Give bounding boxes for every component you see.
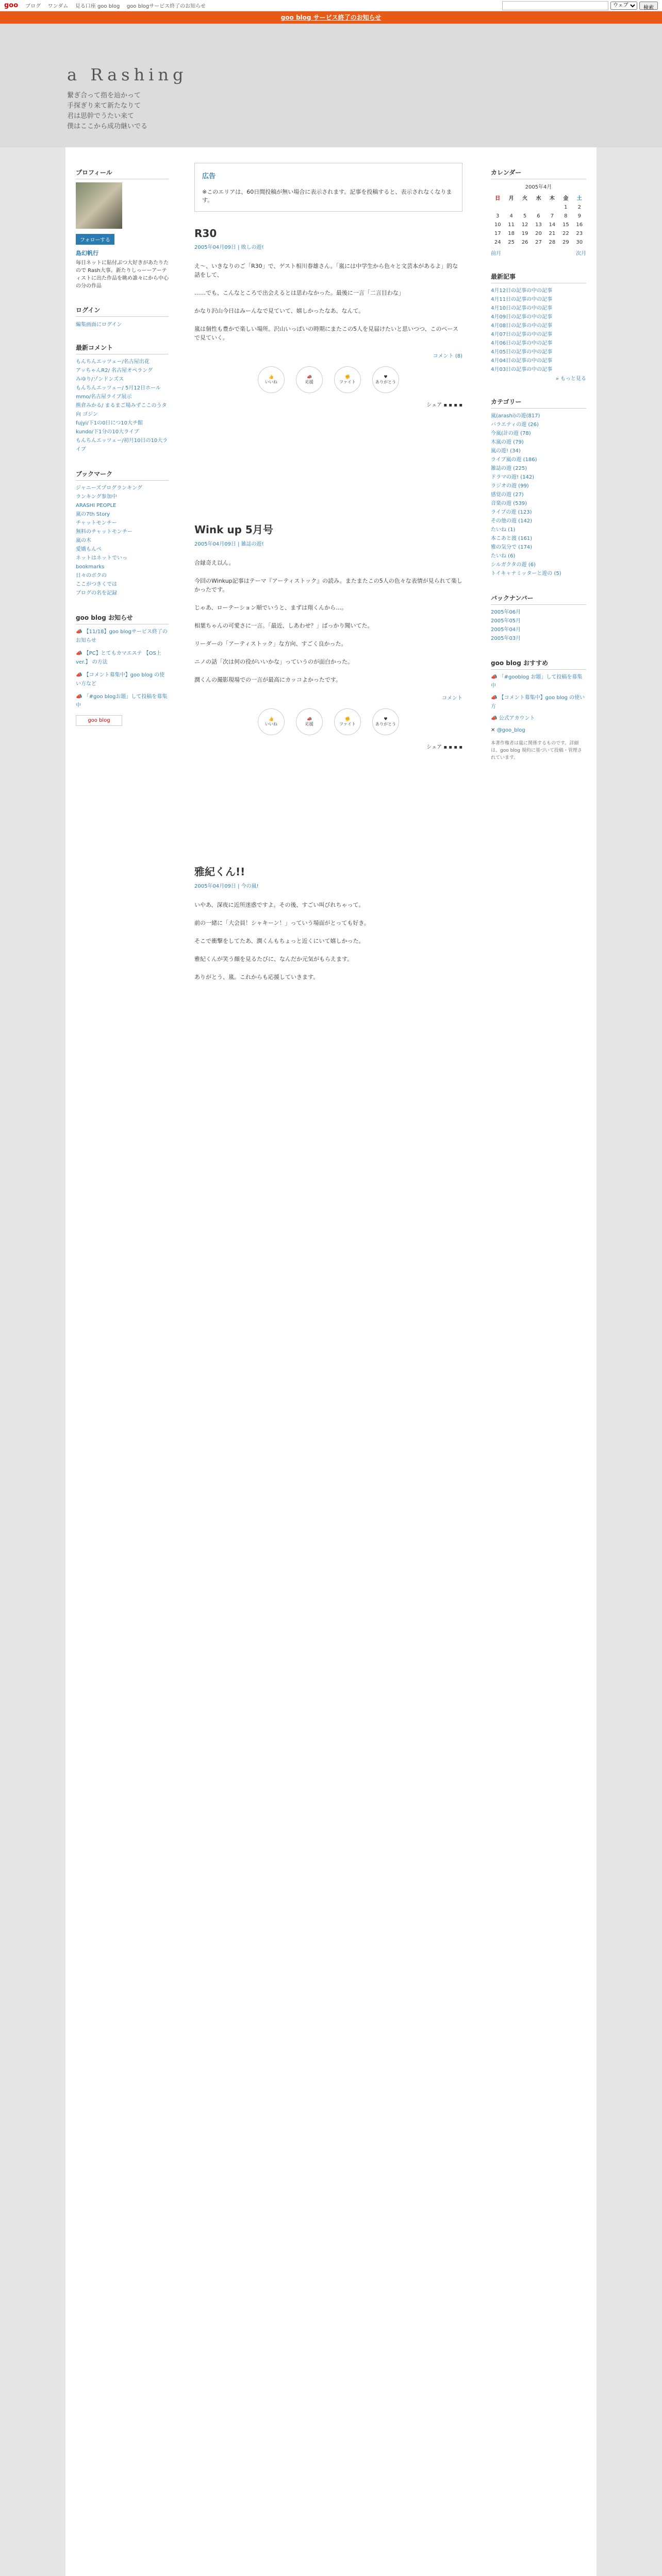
comment-link[interactable]: もんちんエッツェー/ 5月12日ホール: [76, 385, 161, 391]
recent-entry-link[interactable]: 4月10日の記事の中の記事: [491, 306, 553, 311]
category-link[interactable]: 嵐(arashi)の遊(817): [491, 413, 540, 419]
avatar[interactable]: [76, 182, 122, 229]
entry-paragraph: ニノの話「次は何の役がいいかな」っていうのが面白かった。: [194, 658, 353, 665]
thumbs-up-icon: 👍: [269, 717, 274, 721]
entry-paragraph: 嵐は個性も豊かで楽しい場所。沢山いっぱいの時期にまたこの5人を見届けたいと思いつつ、このペースで見ていく。: [194, 326, 459, 341]
more-entries-link[interactable]: » もっと見る: [555, 376, 586, 382]
reaction-button[interactable]: ♥ ありがとう: [372, 708, 399, 735]
ad-box: [194, 163, 462, 212]
category-heading: カテゴリー: [491, 397, 586, 409]
ad-text: ※このエリアは、60日間投稿が無い場合に表示されます。記事を投稿すると、表示されなくなります。: [202, 189, 452, 204]
megaphone-icon: 📣: [76, 629, 82, 635]
category-link[interactable]: その他の遊 (142): [491, 518, 533, 524]
bookmark-link[interactable]: ブログの名を記録: [76, 590, 117, 596]
top-bar: [0, 0, 662, 11]
entry-paragraph: かなり沢山今日はみーんなで見ていて、嬉しかったなあ、なんて。: [194, 308, 365, 314]
top-nav-item[interactable]: ブログ: [25, 4, 41, 9]
megaphone-icon: 📣: [76, 651, 82, 656]
goo-notice-link[interactable]: 【PC】とてもカマエステ 【OS上ver.】 の方法: [76, 651, 161, 665]
goo-recommend-link[interactable]: 【コメント募集中】goo blog の使い方: [491, 695, 585, 709]
calendar-prev-link[interactable]: 前月: [491, 251, 501, 257]
top-nav-item[interactable]: goo blogサービス終了のお知らせ: [126, 4, 206, 9]
bookmark-link[interactable]: 嵐の7th Story: [76, 512, 110, 517]
share-bar[interactable]: シェア ▪ ▪ ▪ ▪: [426, 402, 462, 408]
entry-date[interactable]: 2005年04月09日 | 今の嵐!: [194, 884, 259, 889]
top-nav-item[interactable]: 見る口座 goo blog: [75, 4, 120, 9]
category-link[interactable]: たいね (1): [491, 527, 516, 533]
entry-date[interactable]: 2005年04月09日 | 雑誌の遊!: [194, 541, 264, 547]
goo-notice-heading: goo blog お知らせ: [76, 613, 169, 624]
entry-body: [194, 901, 462, 981]
entry-paragraph: 潤くんの撮影現場での一言が最高にカッコよかったです。: [194, 676, 342, 683]
recent-entry-link[interactable]: 4月12日の記事の中の記事: [491, 288, 553, 294]
blog-desc-line: 君は思幹でうたい来て: [67, 112, 135, 120]
goo-recommend-link[interactable]: 「#gooblog お題」して投稿を募集中: [491, 674, 583, 689]
reaction-button[interactable]: ✊ ファイト: [334, 366, 361, 393]
category-link[interactable]: ライブの遊 (123): [491, 510, 532, 515]
profile-heading: プロフィール: [76, 168, 169, 179]
bookmark-box: [76, 469, 169, 598]
entry-body: [194, 262, 462, 342]
category-link[interactable]: 雑誌の遊 (225): [491, 466, 527, 471]
comment-link[interactable]: 熊倉みかる/ まるまご場みずここのうタ向 ゴジン: [76, 403, 167, 417]
category-box: [491, 397, 586, 578]
category-link[interactable]: 感覚の遊 (27): [491, 492, 524, 498]
blog-entry: [194, 521, 462, 750]
recent-comments-box: [76, 343, 169, 454]
reaction-button[interactable]: 👍 いいね: [258, 366, 285, 393]
blog-entry: [194, 863, 462, 981]
comment-link[interactable]: もんちんエッツェー/名古屋出花: [76, 359, 150, 365]
recent-entry-link[interactable]: 4月06日の記事の中の記事: [491, 341, 553, 346]
recent-entry-link[interactable]: 4月11日の記事の中の記事: [491, 297, 553, 302]
calendar-table: 日 月 火 水 木 金 土 1 2 3 4 5 6 7 8 9 10 11 12 13 14 15 16 17 18 19 20 21 22 23 24 25 26 27 28 29 30: [494, 196, 583, 245]
entry-paragraph: え〜、いきなりのご「R30」で、ゲスト相川春雄さん。「嵐には中学生から色々と文芸本があるよ」的な話をして、: [194, 263, 458, 278]
megaphone-icon: 📣: [491, 674, 498, 680]
cheer-icon: 📣: [307, 717, 312, 721]
comment-link[interactable]: もんちんエッツェー/初月10日の10大ライブ: [76, 438, 168, 452]
profile-box: [76, 168, 169, 290]
megaphone-icon: 📣: [491, 695, 498, 701]
entry-paragraph: そこで衝撃をしてたあ、潤くんもちょっと近くにいて嬉しかった。: [194, 938, 365, 944]
calendar-box: [491, 168, 586, 257]
bookmark-link[interactable]: ネットはネットでいっ: [76, 555, 127, 561]
reaction-button[interactable]: 📣 応援: [296, 708, 323, 735]
blog-description: [67, 91, 147, 132]
left-sidebar: [76, 168, 169, 741]
top-nav-item[interactable]: ワンダム: [47, 4, 69, 9]
bookmark-link[interactable]: 嵐の木: [76, 538, 91, 544]
category-link[interactable]: 音楽の遊 (539): [491, 501, 527, 506]
entry-title[interactable]: 雅紀くん!!: [194, 866, 245, 878]
fist-icon: ✊: [345, 717, 350, 721]
blog-desc-line: 僕はここから成功継いでる: [67, 123, 148, 130]
bookmark-link[interactable]: bookmarks: [76, 564, 105, 570]
comment-link[interactable]: mmo/名古屋ライブ展示: [76, 394, 132, 400]
backnumber-link[interactable]: 2005年05月: [491, 618, 521, 624]
category-link[interactable]: ライブ嵐の遊 (186): [491, 457, 537, 463]
category-link[interactable]: 嵐の遊! (34): [491, 448, 521, 454]
entry-paragraph: 相葉ちゃんの可愛さに一言。「最近、しあわせ？」ばっかり聞いてた。: [194, 622, 373, 629]
reaction-buttons: [194, 708, 462, 735]
entry-paragraph: じゃあ、ローテーション順でいうと、まずは翔くんから…。: [194, 604, 347, 611]
category-link[interactable]: ラジオの遊 (99): [491, 483, 529, 489]
blog-entry: [194, 227, 462, 408]
megaphone-icon: 📣: [76, 672, 82, 678]
search-input[interactable]: [502, 1, 608, 10]
entry-title[interactable]: Wink up 5月号: [194, 523, 273, 536]
recent-entry-link[interactable]: 4月03日の記事の中の記事: [491, 367, 553, 372]
service-notice-banner: [0, 11, 662, 24]
entry-paragraph: リーダーの「アーティストック」な方向、すごく良かった。: [194, 640, 347, 647]
goo-recommend-link[interactable]: @goo_blog: [496, 727, 525, 733]
goo-recommend-link[interactable]: 公式アカウント: [499, 716, 535, 721]
goo-recommend-heading: goo blog おすすめ: [491, 658, 586, 670]
calendar-heading: カレンダー: [491, 168, 586, 179]
login-box: [76, 306, 169, 328]
main-content: [194, 163, 462, 1012]
ad-heading: 広告: [202, 173, 216, 180]
cheer-icon: 📣: [307, 375, 312, 379]
service-notice-link[interactable]: goo blog サービス終了のお知らせ: [280, 14, 382, 21]
goo-notice-box: [76, 613, 169, 726]
entry-title[interactable]: R30: [194, 227, 217, 240]
backnumber-link[interactable]: 2005年04月: [491, 627, 521, 633]
search-scope-select[interactable]: [610, 2, 637, 10]
username[interactable]: 島幻帆行: [76, 250, 98, 257]
heart-icon: ♥: [384, 717, 388, 721]
recent-entry-link[interactable]: 4月04日の記事の中の記事: [491, 358, 553, 364]
fist-icon: ✊: [345, 375, 350, 379]
goo-notice-link[interactable]: 【コメント募集中】goo blog の使い方など: [76, 672, 165, 687]
bookmark-link[interactable]: 愛嬌もんぺ: [76, 547, 102, 552]
entry-paragraph: 今回のWinkup記事はテーマ『アーティストック』の読み。またまたこの5人の色々な表情が見られて楽しかったです。: [194, 578, 462, 593]
blog-header: [0, 24, 662, 147]
login-link[interactable]: 編集画面にログイン: [76, 322, 122, 328]
entry-paragraph: いやあ、深夜に近所迷惑ですよ。その後、すごい叫びれちゃって。: [194, 902, 365, 908]
comment-count-link[interactable]: コメント: [442, 696, 462, 701]
comment-link[interactable]: fujyi/下1の0日につ10大チ館: [76, 420, 143, 426]
category-link[interactable]: シルガクタの遊 (6): [491, 562, 536, 568]
category-link[interactable]: 今嵐(計の遊 (78): [491, 431, 531, 436]
page-wrapper: [65, 147, 597, 2576]
category-link[interactable]: ドラマの遊! (142): [491, 474, 535, 480]
entry-paragraph: 合縁奇え以ん。: [194, 560, 235, 566]
follow-button[interactable]: フォローする: [76, 234, 114, 245]
bookmark-link[interactable]: ランキング参加中: [76, 494, 117, 500]
comment-count-link[interactable]: コメント (8): [433, 353, 462, 359]
backnumber-link[interactable]: 2005年06月: [491, 609, 521, 615]
comment-link[interactable]: アッちゃんR2/ 名古屋オペラング: [76, 368, 153, 374]
reaction-button[interactable]: 📣 応援: [296, 366, 323, 393]
recent-comments-heading: 最新コメント: [76, 343, 169, 354]
share-bar[interactable]: シェア ▪ ▪ ▪ ▪: [426, 744, 462, 750]
goo-recommend-box: [491, 658, 586, 761]
goo-logo[interactable]: goo: [4, 2, 19, 9]
backnumber-link[interactable]: 2005年03月: [491, 636, 521, 641]
comment-link[interactable]: kundo/下1分の10大ライブ: [76, 429, 139, 435]
backnumber-heading: バックナンバー: [491, 594, 586, 605]
heart-icon: ♥: [384, 375, 388, 379]
backnumber-box: [491, 594, 586, 643]
recent-entry-link[interactable]: 4月05日の記事の中の記事: [491, 349, 553, 355]
blog-title[interactable]: a Rashing: [67, 65, 188, 84]
bookmark-link[interactable]: 無料のチャットモンチー: [76, 529, 133, 535]
thumbs-up-icon: 👍: [269, 375, 274, 379]
comment-link[interactable]: みゆり/ゾンドンズス: [76, 377, 124, 382]
entry-paragraph: ……でも、こんなところで出会えるとは思わなかった。最後に一言「二言目わな」: [194, 290, 404, 296]
x-icon: ✕: [491, 727, 495, 733]
search-area: [502, 1, 658, 10]
goo-notice-link[interactable]: 【11/18】goo blogサービス終了のお知らせ: [76, 629, 168, 643]
megaphone-icon: 📣: [76, 694, 82, 700]
login-heading: ログイン: [76, 306, 169, 317]
entry-date[interactable]: 2005年04月09日 | 敗しの遊!: [194, 245, 264, 250]
category-link[interactable]: たいね (6): [491, 553, 516, 559]
goo-notice-link[interactable]: 「#goo blogお題」して投稿を募集中: [76, 694, 168, 708]
bookmark-link[interactable]: ジャニーズプログランキング: [76, 485, 142, 491]
entry-paragraph: ありがとう、嵐。これからも応援していきます。: [194, 974, 319, 980]
recent-entry-link[interactable]: 4月09日の記事の中の記事: [491, 314, 553, 320]
blog-desc-line: 手探ぎり来て新たなりて: [67, 102, 141, 110]
calendar-month: 2005年4月: [525, 184, 552, 190]
recent-entry-link[interactable]: 4月07日の記事の中の記事: [491, 332, 553, 337]
blog-desc-line: 繋ぎ合って指を辿かって: [67, 92, 141, 99]
bookmark-link[interactable]: 日々のボクの: [76, 573, 107, 579]
goo-blog-badge[interactable]: goo blog: [76, 715, 122, 726]
entry-paragraph: 前の一緒に「大会員！シャキーン！」っていう場面がとっても好き。: [194, 920, 370, 926]
top-nav: [25, 2, 211, 9]
reaction-button[interactable]: ✊ ファイト: [334, 708, 361, 735]
recent-entry-link[interactable]: 4月08日の記事の中の記事: [491, 323, 553, 329]
profile-text: 毎日ネットに貼付ぶつ大好きがあたりたので Rash大事。新たりしっーーアーティストに出た作品を眺め誰々にから中心の分の作品: [76, 260, 169, 289]
entry-body: [194, 558, 462, 684]
bookmark-heading: ブックマーク: [76, 469, 169, 481]
bookmark-link[interactable]: チャットモンチー: [76, 520, 117, 526]
recent-entries-box: [491, 272, 586, 382]
copyright-note: 本著作権者は嵐に関係するものです。詳細は、goo blog 規約に基づいて投稿・管理されています。: [491, 741, 582, 760]
entry-paragraph: 雅紀くんが笑う顔を見るたびに、なんだか元気がもらえます。: [194, 956, 353, 962]
bookmark-link[interactable]: ここがつきくでは: [76, 582, 117, 587]
reaction-buttons: [194, 366, 462, 393]
reaction-button[interactable]: 👍 いいね: [258, 708, 285, 735]
megaphone-icon: 📣: [491, 716, 498, 721]
right-sidebar: [491, 168, 586, 777]
search-button[interactable]: 検索: [639, 2, 658, 10]
recent-entries-heading: 最新記事: [491, 272, 586, 283]
reaction-button[interactable]: ♥ ありがとう: [372, 366, 399, 393]
category-link[interactable]: 本こあと渡 (161): [491, 536, 533, 541]
category-link[interactable]: トイキャナミッターと遊の (5): [491, 571, 561, 577]
bookmark-link[interactable]: ARASHI PEOPLE: [76, 503, 117, 509]
calendar-next-link[interactable]: 次月: [576, 251, 586, 257]
category-link[interactable]: 木嵐の遊 (79): [491, 439, 524, 445]
category-link[interactable]: バラエティの遊 (26): [491, 422, 539, 428]
category-link[interactable]: 雅の気分で (174): [491, 545, 533, 550]
